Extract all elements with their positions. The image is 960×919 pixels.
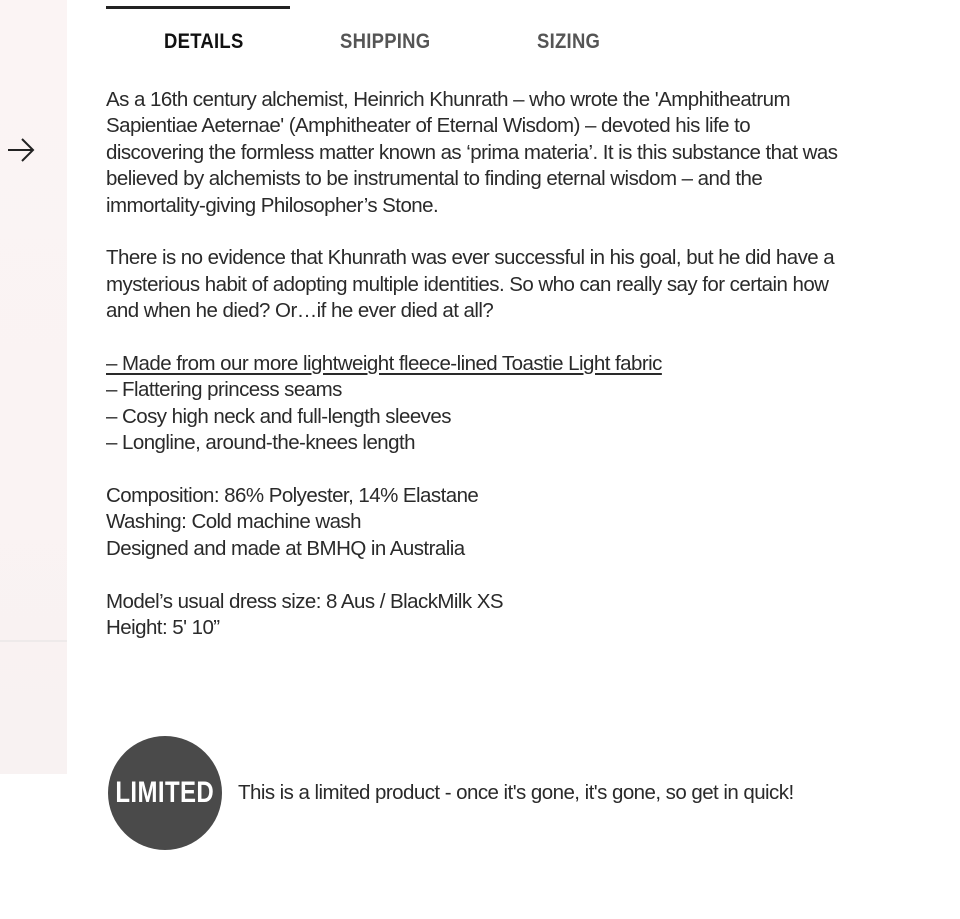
limited-badge-label: LIMITED: [115, 776, 215, 809]
tab-details[interactable]: DETAILS: [164, 30, 244, 53]
text-line: As a 16th century alchemist, Heinrich Khunrath – who wrote the 'Amphitheatrum: [106, 88, 790, 111]
specs-list: [106, 483, 846, 562]
text-line: There is no evidence that Khunrath was ever successful in his goal, but he did have a: [106, 246, 835, 270]
text-line: discovering the formless matter known as ‘prima materia’. It is this substance that was: [106, 140, 838, 164]
details-content: [106, 87, 846, 668]
arrow-right-icon[interactable]: [4, 132, 38, 168]
origin-text: Designed and made at BMHQ in Australia: [106, 536, 465, 560]
text-line: mysterious habit of adopting multiple identities. So who can really say for certain how: [106, 272, 829, 296]
limited-badge: [108, 736, 222, 850]
feature-list: [106, 351, 846, 457]
text-line: and when he died? Or…if he ever died at all?: [106, 299, 494, 323]
limited-message: This is a limited product - once it's gone, it's gone, so get in quick!: [238, 781, 794, 804]
washing-text: Washing: Cold machine wash: [106, 510, 361, 534]
composition-text: Composition: 86% Polyester, 14% Elastane: [106, 484, 479, 508]
feature-item: – Flattering princess seams: [106, 378, 342, 402]
feature-item: – Cosy high neck and full-length sleeves: [106, 404, 451, 428]
text-line: immortality-giving Philosopher’s Stone.: [106, 193, 439, 217]
model-height-text: Height: 5' 10”: [106, 616, 220, 640]
product-info-tabs: [106, 0, 666, 70]
text-line: Sapientiae Aeternae' (Amphitheater of Eternal Wisdom) – devoted his life to: [106, 114, 751, 138]
model-info: [106, 589, 846, 642]
text-line: believed by alchemists to be instrumental to finding eternal wisdom – and the: [106, 167, 763, 191]
description-paragraph-1: [106, 87, 846, 219]
active-tab-indicator: [106, 6, 290, 9]
model-size-text: Model’s usual dress size: 8 Aus / BlackMilk XS: [106, 589, 504, 613]
feature-item: – Longline, around-the-knees length: [106, 431, 415, 455]
limited-notice: [108, 736, 868, 851]
image-detail-line: [0, 640, 67, 642]
tab-sizing[interactable]: SIZING: [537, 30, 601, 53]
tab-shipping[interactable]: SHIPPING: [340, 30, 431, 53]
fabric-link[interactable]: – Made from our more lightweight fleece-lined Toastie Light fabric: [106, 352, 662, 376]
description-paragraph-2: [106, 245, 846, 324]
product-image-edge[interactable]: [0, 0, 67, 774]
